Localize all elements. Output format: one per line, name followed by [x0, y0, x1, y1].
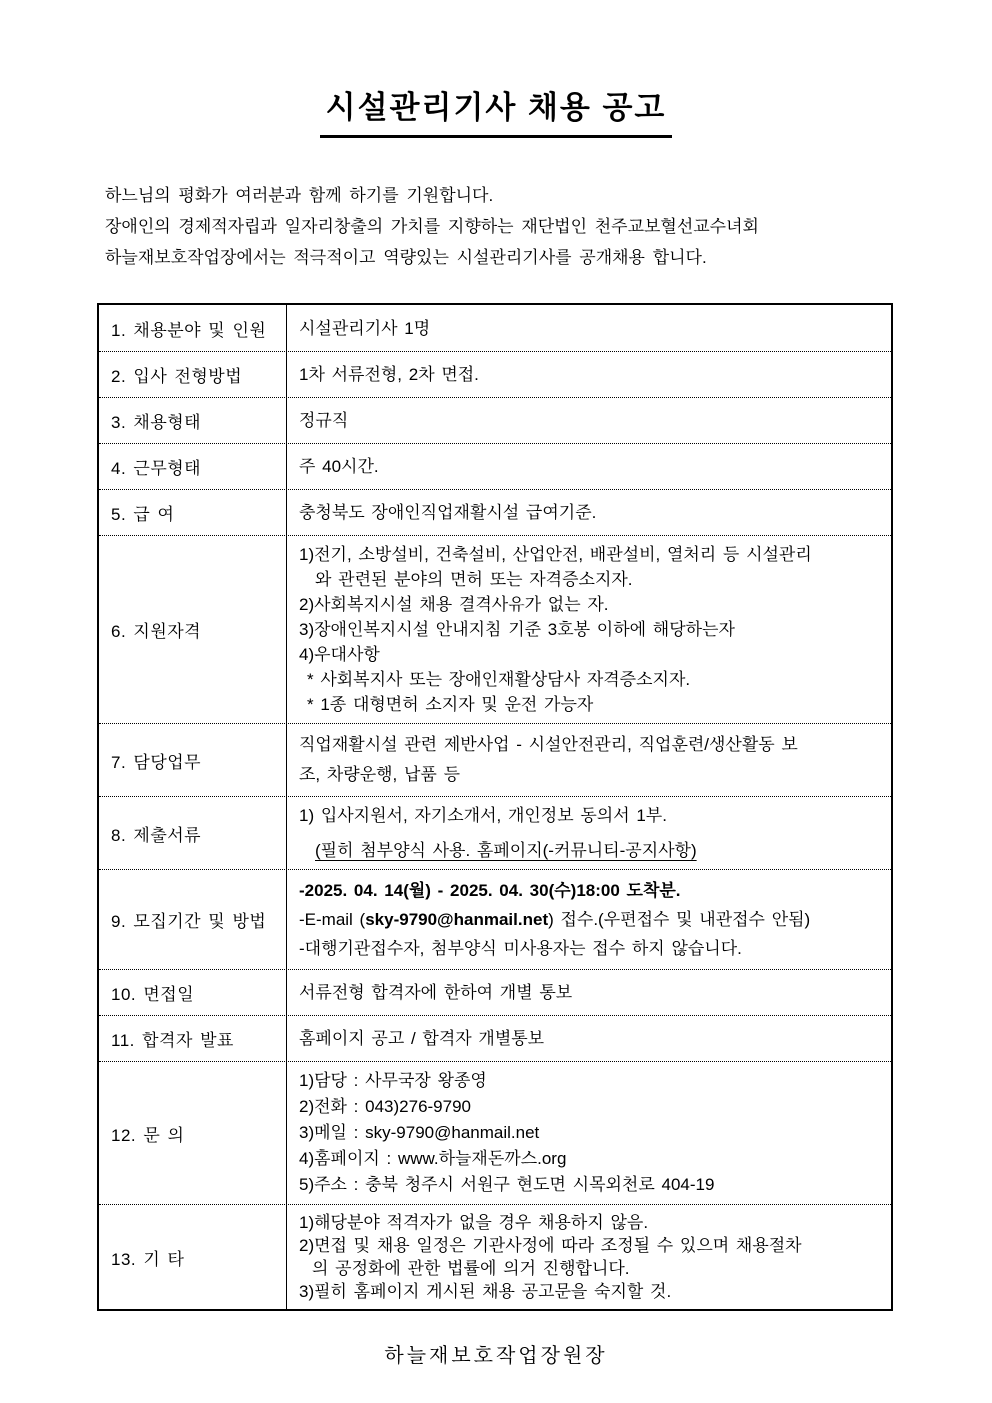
row-label: 5. 급 여 — [99, 490, 287, 535]
row-value — [287, 1205, 891, 1309]
row-label: 6. 지원자격 — [99, 536, 287, 723]
row-value — [287, 1062, 891, 1204]
row-value-line: 4)우대사항 — [299, 645, 380, 664]
row-value-line: (필히 첨부양식 사용. 홈페이지(-커뮤니티-공지사항) — [315, 841, 697, 860]
row-label: 4. 근무형태 — [99, 444, 287, 489]
row-value-line — [299, 905, 883, 934]
row-value-line: 4)홈페이지 : www.하늘재돈까스.org — [299, 1149, 567, 1168]
row-value-line: 시설관리기사 1명 — [299, 318, 431, 338]
row-value-line: 1차 서류전형, 2차 면접. — [299, 365, 479, 384]
row-value-line: 1)해당분야 적격자가 없을 경우 채용하지 않음. — [299, 1213, 649, 1232]
intro-line: 하느님의 평화가 여러분과 함께 하기를 기원합니다. — [105, 186, 494, 205]
row-value-line: 와 관련된 분야의 면허 또는 자격증소지자. — [315, 570, 633, 589]
text-segment: -E-mail ( — [299, 910, 366, 929]
table-row — [99, 969, 891, 1015]
row-value-line: * 사회복지사 또는 장애인재활상담사 자격증소지자. — [307, 670, 691, 689]
job-details-table — [97, 303, 893, 1311]
row-value-line: 2)전화 : 043)276-9790 — [299, 1097, 471, 1116]
table-row — [99, 869, 891, 969]
row-value — [287, 352, 891, 397]
row-value-line: 주 40시간. — [299, 457, 379, 476]
row-value — [287, 724, 891, 796]
row-value — [287, 797, 891, 869]
signature-line: 하늘재보호작업장원장 — [384, 1345, 608, 1367]
row-label: 8. 제출서류 — [99, 797, 287, 869]
row-value-line: 홈페이지 공고 / 합격자 개별통보 — [299, 1029, 545, 1048]
row-label: 9. 모집기간 및 방법 — [99, 870, 287, 969]
row-label: 2. 입사 전형방법 — [99, 352, 287, 397]
table-row — [99, 489, 891, 535]
row-value-line: 충청북도 장애인직업재활시설 급여기준. — [299, 503, 597, 522]
text-segment: ) 접수.(우편접수 및 내관접수 안됨) — [548, 910, 811, 929]
table-row — [99, 1061, 891, 1204]
row-label: 10. 면접일 — [99, 970, 287, 1015]
row-value-line: 조, 차량운행, 납품 등 — [299, 765, 460, 784]
row-value-line: 5)주소 : 충북 청주시 서원구 현도면 시목외천로 404-19 — [299, 1175, 715, 1194]
table-row — [99, 723, 891, 796]
row-value-line: 의 공정화에 관한 법률에 의거 진행합니다. — [312, 1259, 630, 1278]
intro-line: 하늘재보호작업장에서는 적극적이고 역량있는 시설관리기사를 공개채용 합니다. — [105, 248, 707, 267]
table-row — [99, 1015, 891, 1061]
row-value-line: 3)필히 홈페이지 게시된 채용 공고문을 숙지할 것. — [299, 1282, 672, 1301]
row-label: 13. 기 타 — [99, 1205, 287, 1309]
row-label: 11. 합격자 발표 — [99, 1016, 287, 1061]
table-row — [99, 1204, 891, 1309]
row-value — [287, 1016, 891, 1061]
row-value-line: 1)담당 : 사무국장 왕종영 — [299, 1071, 487, 1090]
intro-paragraph — [105, 180, 902, 273]
row-value-line: 1) 입사지원서, 자기소개서, 개인정보 동의서 1부. — [299, 806, 667, 825]
row-value-line: 3)메일 : sky-9790@hanmail.net — [299, 1123, 540, 1142]
email-address: sky-9790@hanmail.net — [365, 910, 549, 929]
table-row — [99, 443, 891, 489]
row-label: 1. 채용분야 및 인원 — [99, 305, 287, 351]
table-row — [99, 796, 891, 869]
row-value-line: 1)전기, 소방설비, 건축설비, 산업안전, 배관설비, 열처리 등 시설관리 — [299, 545, 812, 564]
document-header — [0, 0, 992, 138]
row-value-line: 2)면접 및 채용 일정은 기관사정에 따라 조정될 수 있으며 채용절차 — [299, 1236, 802, 1255]
row-value — [287, 398, 891, 443]
intro-line: 장애인의 경제적자립과 일자리창출의 가치를 지향하는 재단법인 천주교보혈선교수녀회 — [105, 217, 759, 236]
row-value-line: -2025. 04. 14(월) - 2025. 04. 30(수)18:00 도착분. — [299, 881, 681, 900]
table-row — [99, 351, 891, 397]
row-value-line: -대행기관접수자, 첨부양식 미사용자는 접수 하지 않습니다. — [299, 939, 742, 958]
table-row — [99, 397, 891, 443]
row-value — [287, 970, 891, 1015]
row-value — [287, 490, 891, 535]
row-label: 3. 채용형태 — [99, 398, 287, 443]
row-value — [287, 870, 891, 969]
table-row — [99, 305, 891, 351]
row-value-line: 직업재활시설 관련 제반사업 - 시설안전관리, 직업훈련/생산활동 보 — [299, 735, 798, 754]
table-row — [99, 535, 891, 723]
row-value-line: 3)장애인복지시설 안내지침 기준 3호봉 이하에 해당하는자 — [299, 620, 735, 639]
row-value-line: 서류전형 합격자에 한하여 개별 통보 — [299, 983, 573, 1002]
page-title: 시설관리기사 채용 공고 — [320, 82, 673, 138]
row-value — [287, 536, 891, 723]
row-label: 12. 문 의 — [99, 1062, 287, 1204]
row-value-line: 2)사회복지시설 채용 결격사유가 없는 자. — [299, 595, 609, 614]
row-value — [287, 444, 891, 489]
row-value-line: * 1종 대형면허 소지자 및 운전 가능자 — [307, 695, 594, 714]
row-label: 7. 담당업무 — [99, 724, 287, 796]
row-value — [287, 305, 891, 351]
row-value-line: 정규직 — [299, 411, 349, 430]
